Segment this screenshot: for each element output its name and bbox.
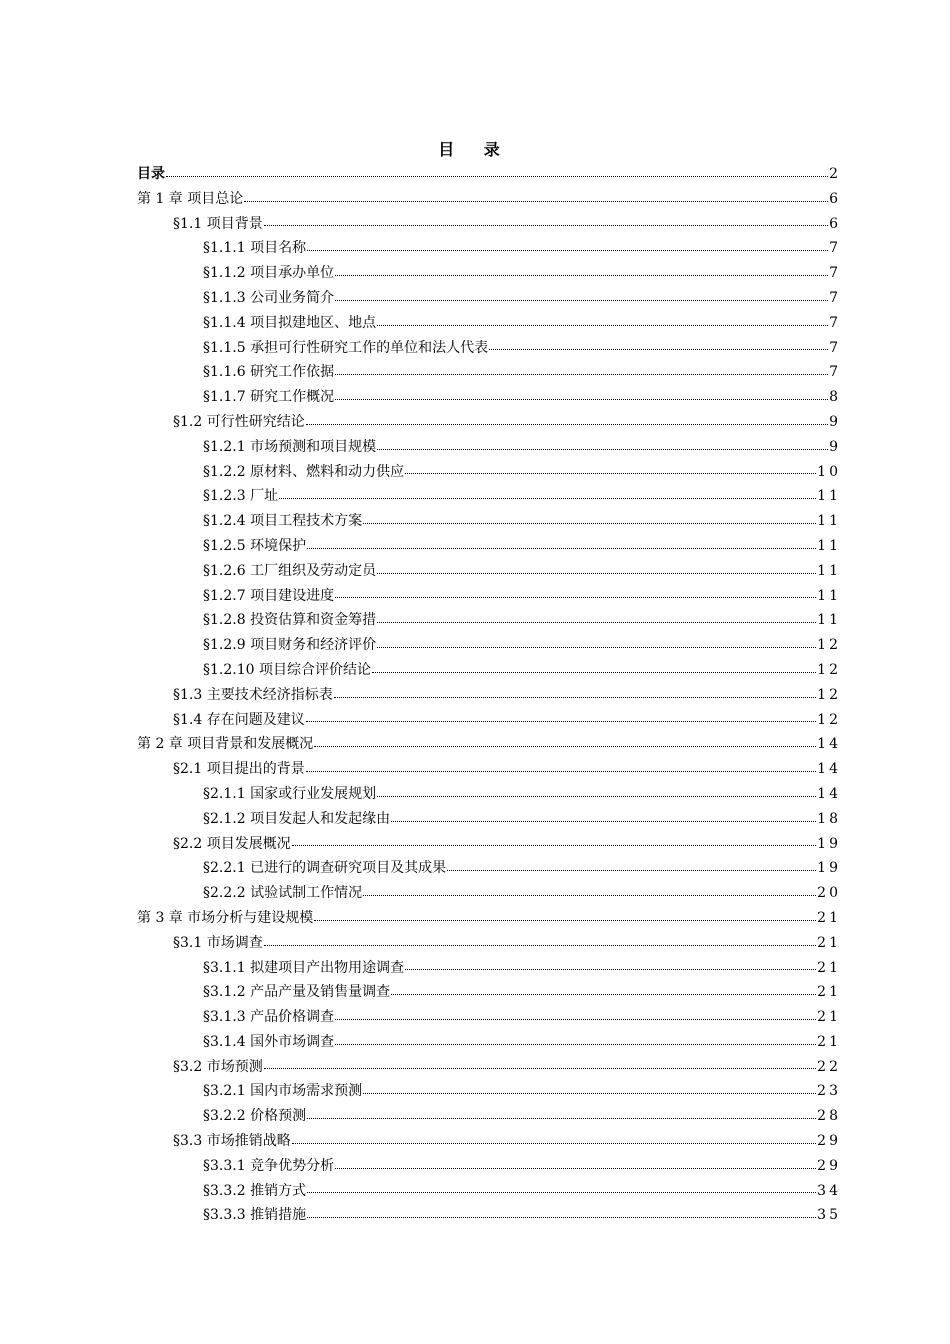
- toc-entry[interactable]: [137, 1079, 841, 1104]
- toc-entry-page: 23: [817, 1083, 841, 1100]
- toc-entry-label: §3.2.1 国内市场需求预测: [203, 1083, 363, 1100]
- toc-entry-page: 11: [817, 587, 841, 604]
- toc-entry-label: §3.3.1 竞争优势分析: [203, 1157, 335, 1174]
- toc-entry-page: 10: [817, 463, 841, 480]
- toc-entry-label: §3.1 市场调查: [173, 934, 263, 951]
- toc-entry-page: 8: [829, 389, 841, 406]
- toc-entry-label: §3.3.3 推销措施: [203, 1207, 307, 1224]
- toc-entry-label: §2.1 项目提出的背景: [173, 761, 305, 778]
- toc-entry-page: 34: [817, 1182, 841, 1199]
- toc-entry[interactable]: [137, 956, 841, 981]
- toc-entry-page: 7: [829, 265, 841, 282]
- toc-entry[interactable]: [137, 1179, 841, 1204]
- dot-leader: [334, 696, 816, 698]
- toc-entry-label: §1.1.5 承担可行性研究工作的单位和法人代表: [203, 339, 489, 356]
- dot-leader: [405, 472, 816, 474]
- toc-entry-page: 35: [817, 1207, 841, 1224]
- toc-entry[interactable]: [137, 832, 841, 857]
- toc-entry-label: §3.2.2 价格预测: [203, 1108, 307, 1125]
- toc-entry-page: 12: [817, 661, 841, 678]
- dot-leader: [307, 1191, 816, 1193]
- toc-entry-label: §1.2.9 项目财务和经济评价: [203, 637, 377, 654]
- dot-leader: [307, 1117, 816, 1119]
- toc-entry-page: 21: [817, 934, 841, 951]
- toc-entry-page: 7: [829, 364, 841, 381]
- dot-leader: [279, 497, 816, 499]
- toc-entry[interactable]: [137, 658, 841, 683]
- toc-entry-page: 7: [829, 289, 841, 306]
- dot-leader: [292, 1142, 816, 1144]
- dot-leader: [264, 224, 828, 226]
- toc-entry[interactable]: [137, 236, 841, 261]
- toc-entry-page: 21: [817, 959, 841, 976]
- toc-entry[interactable]: [137, 757, 841, 782]
- toc-entry-label: §3.1.4 国外市场调查: [203, 1033, 335, 1050]
- toc-entry[interactable]: [137, 460, 841, 485]
- dot-leader: [335, 373, 828, 375]
- toc-entry-label: §1.1.7 研究工作概况: [203, 389, 335, 406]
- toc-entry[interactable]: [137, 881, 841, 906]
- toc-entry[interactable]: [137, 683, 841, 708]
- toc-entry-label: §1.2.10 项目综合评价结论: [203, 661, 371, 678]
- toc-title: 目 录: [438, 140, 512, 159]
- toc-entry-page: 11: [817, 488, 841, 505]
- toc-entry-label: §1.2.8 投资估算和资金筹措: [203, 612, 377, 629]
- toc-entry-label: §1.2.5 环境保护: [203, 537, 307, 554]
- dot-leader: [447, 869, 816, 871]
- toc-entry-page: 7: [829, 339, 841, 356]
- toc-entry-page: 14: [817, 761, 841, 778]
- toc-entry-label: 第 3 章 市场分析与建设规模: [137, 909, 314, 926]
- dot-leader: [335, 299, 828, 301]
- dot-leader: [335, 1167, 816, 1169]
- toc-entry[interactable]: [137, 782, 841, 807]
- dot-leader: [377, 324, 828, 326]
- toc-entry-label: §1.2.7 项目建设进度: [203, 587, 335, 604]
- toc-entry[interactable]: [137, 410, 841, 435]
- dot-leader: [363, 894, 816, 896]
- toc-entry-label: §1.1.3 公司业务简介: [203, 289, 335, 306]
- dot-leader: [377, 572, 816, 574]
- toc-entry[interactable]: [137, 584, 841, 609]
- toc-entry-label: §1.2 可行性研究结论: [173, 413, 305, 430]
- toc-entry-page: 20: [817, 885, 841, 902]
- toc-entry-page: 2: [829, 166, 841, 182]
- toc-entry-page: 14: [817, 785, 841, 802]
- toc-entry[interactable]: [137, 1154, 841, 1179]
- toc-entry[interactable]: [137, 1005, 841, 1030]
- toc-entry-page: 7: [829, 314, 841, 331]
- toc-entry-page: 12: [817, 686, 841, 703]
- dot-leader: [377, 795, 816, 797]
- toc-entry-page: 12: [817, 711, 841, 728]
- toc-entry-label: §2.2 项目发展概况: [173, 835, 291, 852]
- toc-entry-label: §1.1 项目背景: [173, 215, 263, 232]
- toc-entry-label: §3.2 市场预测: [173, 1058, 263, 1075]
- toc-entry-label: §3.3.2 推销方式: [203, 1182, 307, 1199]
- toc-entry-label: §3.1.2 产品产量及销售量调查: [203, 984, 391, 1001]
- toc-entry-label: §2.1.1 国家或行业发展规划: [203, 785, 377, 802]
- toc-entry-label: §2.2.2 试验试制工作情况: [203, 885, 363, 902]
- toc-entry[interactable]: [137, 708, 841, 733]
- toc-entry-page: 11: [817, 612, 841, 629]
- table-of-contents: [137, 162, 841, 1228]
- dot-leader: [314, 919, 816, 921]
- toc-entry[interactable]: [137, 608, 841, 633]
- toc-entry-page: 12: [817, 637, 841, 654]
- toc-entry[interactable]: [137, 385, 841, 410]
- toc-entry[interactable]: [137, 1129, 841, 1154]
- toc-entry-page: 21: [817, 1033, 841, 1050]
- toc-entry[interactable]: [137, 931, 841, 956]
- toc-entry[interactable]: [137, 435, 841, 460]
- dot-leader: [292, 844, 816, 846]
- toc-entry[interactable]: [137, 856, 841, 881]
- toc-entry-page: 19: [817, 835, 841, 852]
- dot-leader: [264, 1067, 816, 1069]
- toc-entry-label: §3.3 市场推销战略: [173, 1133, 291, 1150]
- toc-entry[interactable]: [137, 187, 841, 212]
- toc-entry[interactable]: [137, 980, 841, 1005]
- toc-entry-page: 21: [817, 1009, 841, 1026]
- toc-entry-label: 第 1 章 项目总论: [137, 190, 244, 207]
- toc-entry-page: 29: [817, 1133, 841, 1150]
- toc-entry-label: §2.1.2 项目发起人和发起缘由: [203, 810, 391, 827]
- dot-leader: [489, 348, 828, 350]
- toc-entry-page: 21: [817, 909, 841, 926]
- toc-entry-label: §1.2.1 市场预测和项目规模: [203, 438, 377, 455]
- toc-entry-label: §1.1.2 项目承办单位: [203, 265, 335, 282]
- toc-entry-page: 28: [817, 1108, 841, 1125]
- dot-leader: [377, 621, 816, 623]
- toc-entry[interactable]: [137, 311, 841, 336]
- toc-entry-page: 11: [817, 537, 841, 554]
- toc-entry-label: §1.2.4 项目工程技术方案: [203, 513, 363, 530]
- toc-entry-label: §1.1.1 项目名称: [203, 240, 307, 257]
- toc-entry-label: §3.1.3 产品价格调查: [203, 1009, 335, 1026]
- toc-entry-page: 6: [829, 190, 841, 207]
- toc-entry[interactable]: [137, 286, 841, 311]
- toc-entry-label: §1.1.4 项目拟建地区、地点: [203, 314, 377, 331]
- dot-leader: [264, 944, 816, 946]
- toc-entry-label: 目录: [137, 166, 165, 182]
- toc-entry-page: 6: [829, 215, 841, 232]
- toc-entry-label: §3.1.1 拟建项目产出物用途调查: [203, 959, 405, 976]
- toc-entry-page: 19: [817, 860, 841, 877]
- toc-entry[interactable]: [137, 559, 841, 584]
- dot-leader: [306, 770, 816, 772]
- dot-leader: [244, 200, 828, 202]
- dot-leader: [363, 1092, 816, 1094]
- dot-leader: [363, 522, 816, 524]
- toc-entry-label: §1.2.3 厂址: [203, 488, 279, 505]
- toc-entry-page: 11: [817, 562, 841, 579]
- dot-leader: [307, 249, 828, 251]
- toc-entry[interactable]: [137, 1030, 841, 1055]
- toc-entry[interactable]: [137, 509, 841, 534]
- dot-leader: [377, 448, 828, 450]
- dot-leader: [335, 398, 828, 400]
- dot-leader: [405, 968, 816, 970]
- toc-entry-page: 14: [817, 736, 841, 753]
- toc-entry[interactable]: [137, 1203, 841, 1228]
- toc-entry-label: §1.2.6 工厂组织及劳动定员: [203, 562, 377, 579]
- dot-leader: [391, 993, 816, 995]
- toc-entry[interactable]: [137, 906, 841, 931]
- dot-leader: [306, 423, 828, 425]
- toc-entry[interactable]: [137, 360, 841, 385]
- toc-entry[interactable]: [137, 212, 841, 237]
- dot-leader: [306, 720, 816, 722]
- toc-entry[interactable]: [137, 1055, 841, 1080]
- toc-entry[interactable]: [137, 534, 841, 559]
- toc-entry-label: §1.2.2 原材料、燃料和动力供应: [203, 463, 405, 480]
- dot-leader: [335, 1018, 816, 1020]
- dot-leader: [335, 596, 816, 598]
- toc-entry[interactable]: [137, 336, 841, 361]
- toc-entry-page: 7: [829, 240, 841, 257]
- dot-leader: [335, 1043, 816, 1045]
- dot-leader: [391, 820, 816, 822]
- toc-entry-page: 9: [829, 438, 841, 455]
- dot-leader: [307, 547, 816, 549]
- toc-entry[interactable]: [137, 633, 841, 658]
- toc-entry[interactable]: [137, 1104, 841, 1129]
- dot-leader: [377, 646, 816, 648]
- toc-entry-page: 21: [817, 984, 841, 1001]
- dot-leader: [307, 1216, 816, 1218]
- toc-entry-page: 29: [817, 1157, 841, 1174]
- dot-leader: [166, 175, 828, 177]
- toc-entry[interactable]: [137, 162, 841, 187]
- toc-entry-label: §1.4 存在问题及建议: [173, 711, 305, 728]
- dot-leader: [335, 274, 828, 276]
- toc-entry-page: 11: [817, 513, 841, 530]
- toc-entry[interactable]: [137, 732, 841, 757]
- toc-entry[interactable]: [137, 807, 841, 832]
- toc-entry-page: 9: [829, 413, 841, 430]
- toc-entry-label: §1.1.6 研究工作依据: [203, 364, 335, 381]
- toc-entry-label: §2.2.1 已进行的调查研究项目及其成果: [203, 860, 447, 877]
- toc-entry[interactable]: [137, 261, 841, 286]
- toc-entry-label: §1.3 主要技术经济指标表: [173, 686, 333, 703]
- dot-leader: [372, 671, 816, 673]
- toc-entry[interactable]: [137, 484, 841, 509]
- toc-entry-page: 22: [817, 1058, 841, 1075]
- toc-entry-label: 第 2 章 项目背景和发展概况: [137, 736, 314, 753]
- dot-leader: [314, 745, 816, 747]
- toc-entry-page: 18: [817, 810, 841, 827]
